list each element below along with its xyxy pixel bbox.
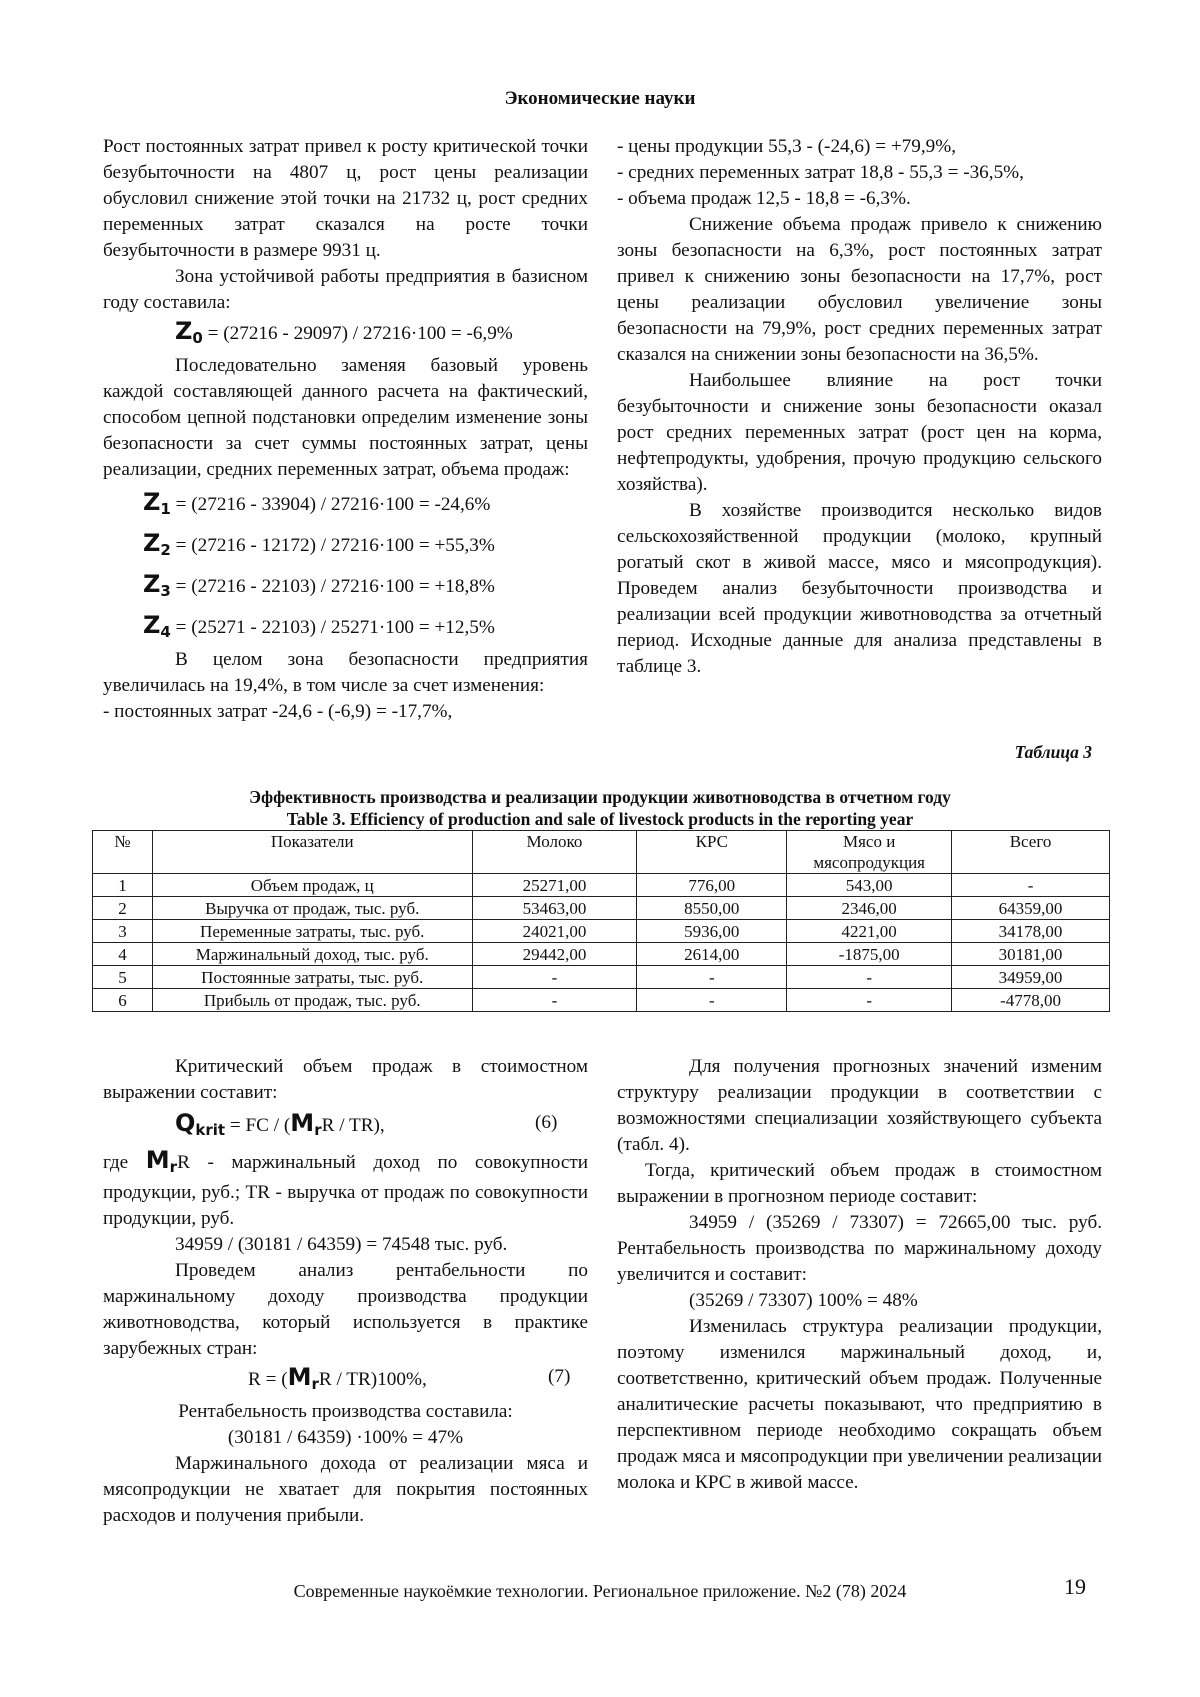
left-column-top <box>103 134 588 725</box>
table-cell: 4 <box>93 943 153 966</box>
table-row <box>93 920 1110 943</box>
table-cell: Выручка от продаж, тыс. руб. <box>152 897 472 920</box>
equation-number: (7) <box>548 1366 571 1387</box>
table-cell: 2614,00 <box>637 943 787 966</box>
table-cell: 5 <box>93 966 153 989</box>
paragraph: Рост постоянных затрат привел к росту критической точки безубыточности на 4807 ц, рост цены реализации обусловил снижение этой точки на 21732 ц, рост средних переменных затрат сказался на росте точки безубыточности в размере 9931 ц. <box>103 136 588 261</box>
table-cell: 34178,00 <box>952 920 1110 943</box>
column-header: № <box>93 831 153 874</box>
formula-symbol: $M_r$ <box>287 1363 319 1393</box>
paragraph: Тогда, критический объем продаж в стоимостном выражении в прогнозном периоде составит: <box>617 1160 1102 1207</box>
section-header: Экономические науки <box>504 88 696 109</box>
table-cell: 4221,00 <box>787 920 952 943</box>
right-column-bottom <box>617 1054 1102 1496</box>
formula-z0: $Z_0 = (27216 - 29097) / 27216\cdot 100 = -6,9\%$ <box>175 317 513 347</box>
table-cell: 8550,00 <box>637 897 787 920</box>
table-cell: -1875,00 <box>787 943 952 966</box>
formula-z1: $Z_1 = (27216 - 33904) / 27216\cdot 100 = -24,6\%$ <box>143 488 491 518</box>
list-item: - объема продаж 12,5 - 18,8 = -6,3%. <box>617 188 911 209</box>
table-cell: Объем продаж, ц <box>152 874 472 897</box>
table-title-en: Table 3. Efficiency of production and sale of livestock products in the reporting year <box>286 809 914 829</box>
formula-symbol: $Z_3$ <box>143 570 171 600</box>
table-header-row <box>93 831 1110 874</box>
table-cell: - <box>952 874 1110 897</box>
column-header: КРС <box>637 831 787 874</box>
table-cell: 24021,00 <box>472 920 637 943</box>
paragraph: где $M_rR$ - маржинальный доход по совокупности продукции, руб.; TR - выручка от продаж по совокупности продукции, руб. <box>103 1146 588 1229</box>
data-table <box>92 830 1110 1012</box>
table-label: Таблица 3 <box>1014 742 1092 762</box>
formula-symbol: $M_r$ <box>290 1109 322 1139</box>
table-cell: - <box>472 989 637 1012</box>
left-column-bottom <box>103 1054 588 1529</box>
table-cell: 5936,00 <box>637 920 787 943</box>
table-row <box>93 943 1110 966</box>
paragraph: Проведем анализ рентабельности по маржинальному доходу производства продукции животноводства, который используется в практике зарубежных стран: <box>103 1260 588 1359</box>
journal-footer: Современные наукоёмкие технологии. Региональное приложение. №2 (78) 2024 <box>293 1581 907 1601</box>
table-cell: 64359,00 <box>952 897 1110 920</box>
table-cell: Прибыль от продаж, тыс. руб. <box>152 989 472 1012</box>
formula-result: (35269 / 73307) 100% = 48% <box>689 1290 918 1311</box>
formula-z4: $Z_4 = (25271 - 22103) / 25271\cdot 100 = +12,5\%$ <box>143 611 495 641</box>
table-cell: - <box>787 966 952 989</box>
paragraph: В целом зона безопасности предприятия увеличилась на 19,4%, в том числе за счет изменения: <box>103 649 588 696</box>
formula-symbol: $Z_4$ <box>143 611 171 641</box>
paragraph: Маржинального дохода от реализации мяса и мясопродукции не хватает для покрытия постоянных расходов и получения прибыли. <box>103 1453 588 1526</box>
list-item: - средних переменных затрат 18,8 - 55,3 = -36,5%, <box>617 162 1024 183</box>
table-cell: 3 <box>93 920 153 943</box>
table-row <box>93 989 1110 1012</box>
formula-6: $Q_{krit}$ = FC / $(M_rR / TR)$, (6) <box>175 1109 558 1139</box>
paragraph: Наибольшее влияние на рост точки безубыточности и снижение зоны безопасности оказал рост средних переменных затрат (рост цен на корма, нефтепродукты, удобрения, прочую продукцию сельского хозяйства). <box>617 370 1102 495</box>
table-cell: 25271,00 <box>472 874 637 897</box>
column-header: Всего <box>952 831 1110 874</box>
page-number: 19 <box>1064 1574 1086 1599</box>
formula-result: (30181 / 64359) ·100% = 47% <box>227 1427 464 1448</box>
column-header: Показатели <box>152 831 472 874</box>
right-column-top <box>617 134 1102 680</box>
column-header: Мясо и мясопродукция <box>787 831 952 874</box>
table-cell: Постоянные затраты, тыс. руб. <box>152 966 472 989</box>
table-row <box>93 897 1110 920</box>
equation-number: (6) <box>535 1112 558 1133</box>
formula-symbol: $Q_{krit}$ <box>175 1109 226 1139</box>
column-header: Молоко <box>472 831 637 874</box>
table-title <box>0 786 1200 830</box>
formula-symbol: $Z_1$ <box>143 488 171 518</box>
table-row <box>93 874 1110 897</box>
table-title-ru: Эффективность производства и реализации продукции животноводства в отчетном году <box>249 787 951 807</box>
table-cell: 29442,00 <box>472 943 637 966</box>
paragraph: Критический объем продаж в стоимостном выражении составит: <box>103 1056 588 1103</box>
table-cell: Переменные затраты, тыс. руб. <box>152 920 472 943</box>
table-cell: 2 <box>93 897 153 920</box>
formula-7: $R = (M_rR / TR)100\%$, (7) <box>248 1363 571 1393</box>
formula-symbol: $M_r$ <box>145 1146 178 1176</box>
paragraph: Снижение объема продаж привело к снижению зоны безопасности на 6,3%, рост постоянных затрат привел к снижению зоны безопасности на 17,7%, рост цены реализации обусловил увеличение зоны безопасности на 79,9%, рост средних переменных затрат сказался на снижении зоны безопасности на 36,5%. <box>617 214 1102 365</box>
paragraph: - постоянных затрат -24,6 - (-6,9) = -17,7%, <box>103 701 453 722</box>
table-cell: Маржинальный доход, тыс. руб. <box>152 943 472 966</box>
paragraph: Изменилась структура реализации продукции, поэтому изменился маржинальный доход, и, соответственно, критический объем продаж. Полученные аналитические расчеты показывают, что предприятию в перспективном периоде необходимо сокращать объем продаж мяса и мясопродукции при увеличении реализации молока и КРС в живой массе. <box>617 1316 1102 1493</box>
table-cell: -4778,00 <box>952 989 1110 1012</box>
formula-z2: $Z_2 = (27216 - 12172) / 27216\cdot 100 = +55,3\%$ <box>143 529 495 559</box>
paragraph: Последовательно заменяя базовый уровень каждой составляющей данного расчета на фактический, способом цепной подстановки определим изменение зоны безопасности за счет суммы постоянных затрат, цены реализации, средних переменных затрат, объема продаж: <box>103 355 588 480</box>
paragraph: В хозяйстве производится несколько видов сельскохозяйственной продукции (молоко, крупный рогатый скот в живой массе, мясо и мясопродукция). Проведем анализ безубыточности производства и реализации всей продукции животноводства за отчетный период. Исходные данные для анализа представлены в таблице 3. <box>617 500 1102 677</box>
formula-symbol: $Z_0$ <box>175 317 203 347</box>
table-cell: - <box>787 989 952 1012</box>
table-cell: 53463,00 <box>472 897 637 920</box>
table-cell: - <box>637 989 787 1012</box>
table-cell: 2346,00 <box>787 897 952 920</box>
paragraph: Зона устойчивой работы предприятия в базисном году составила: <box>103 266 588 313</box>
paragraph: Для получения прогнозных значений изменим структуру реализации продукции в соответствии с возможностями специализации хозяйствующего субъекта (табл. 4). <box>617 1056 1102 1155</box>
paragraph: 34959 / (30181 / 64359) = 74548 тыс. руб. <box>175 1234 508 1255</box>
table-cell: 776,00 <box>637 874 787 897</box>
formula-z3: $Z_3 = (27216 - 22103) / 27216\cdot 100 = +18,8\%$ <box>143 570 495 600</box>
table-cell: - <box>637 966 787 989</box>
paragraph: Рентабельность производства составила: <box>178 1401 513 1422</box>
table-cell: 6 <box>93 989 153 1012</box>
table-row <box>93 966 1110 989</box>
formula-symbol: $Z_2$ <box>143 529 171 559</box>
table-cell: 543,00 <box>787 874 952 897</box>
table-cell: - <box>472 966 637 989</box>
table-cell: 1 <box>93 874 153 897</box>
table-cell: 34959,00 <box>952 966 1110 989</box>
table-cell: 30181,00 <box>952 943 1110 966</box>
list-item: - цены продукции 55,3 - (-24,6) = +79,9%, <box>617 136 957 157</box>
paragraph: 34959 / (35269 / 73307) = 72665,00 тыс. руб. Рентабельность производства по маржинальному доходу увеличится и составит: <box>617 1212 1102 1285</box>
